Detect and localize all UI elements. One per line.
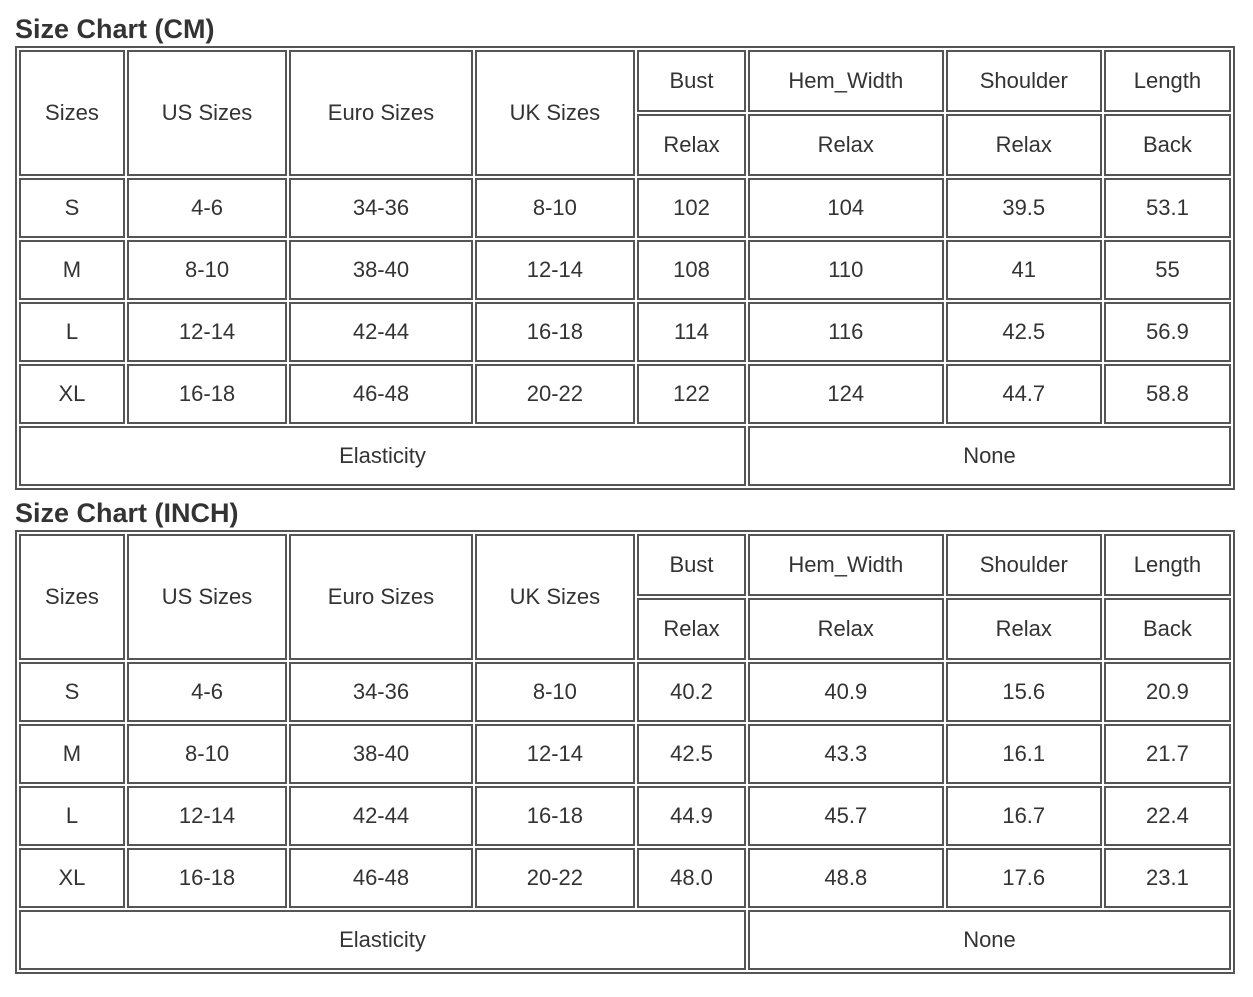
cell-length: 22.4 [1104, 786, 1231, 846]
cell-bust: 102 [637, 178, 746, 238]
table-row [19, 364, 1231, 424]
header-shoulder: Shoulder [946, 50, 1102, 112]
cell-shoulder: 44.7 [946, 364, 1102, 424]
cell-bust: 48.0 [637, 848, 746, 908]
cell-euro-size: 34-36 [289, 662, 473, 722]
cell-length: 21.7 [1104, 724, 1231, 784]
header-length: Length [1104, 534, 1231, 596]
cell-euro-size: 46-48 [289, 848, 473, 908]
cell-uk-size: 16-18 [475, 786, 635, 846]
cell-uk-size: 20-22 [475, 848, 635, 908]
cell-size: XL [19, 364, 125, 424]
table-row [19, 786, 1231, 846]
header-length: Length [1104, 50, 1231, 112]
cell-euro-size: 42-44 [289, 302, 473, 362]
cell-hem-width: 124 [748, 364, 944, 424]
size-chart-cm-title: Size Chart (CM) [15, 14, 215, 44]
subheader-shoulder: Relax [946, 114, 1102, 176]
cell-hem-width: 48.8 [748, 848, 944, 908]
header-uk-sizes: UK Sizes [475, 534, 635, 660]
subheader-length: Back [1104, 598, 1231, 660]
cell-bust: 108 [637, 240, 746, 300]
subheader-hem-width: Relax [748, 598, 944, 660]
header-euro-sizes: Euro Sizes [289, 534, 473, 660]
cell-size: M [19, 240, 125, 300]
table-row [19, 302, 1231, 362]
table-row [19, 178, 1231, 238]
cell-us-size: 16-18 [127, 364, 287, 424]
cell-uk-size: 20-22 [475, 364, 635, 424]
cell-bust: 42.5 [637, 724, 746, 784]
table-row [19, 848, 1231, 908]
cell-bust: 114 [637, 302, 746, 362]
cell-us-size: 8-10 [127, 240, 287, 300]
cell-bust: 122 [637, 364, 746, 424]
cell-us-size: 16-18 [127, 848, 287, 908]
cell-length: 20.9 [1104, 662, 1231, 722]
cell-uk-size: 8-10 [475, 662, 635, 722]
header-row [19, 50, 1231, 112]
subheader-length: Back [1104, 114, 1231, 176]
cell-bust: 44.9 [637, 786, 746, 846]
table-row [19, 240, 1231, 300]
header-uk-sizes: UK Sizes [475, 50, 635, 176]
cell-us-size: 12-14 [127, 786, 287, 846]
cell-length: 58.8 [1104, 364, 1231, 424]
cell-size: S [19, 662, 125, 722]
header-bust: Bust [637, 534, 746, 596]
cell-us-size: 4-6 [127, 662, 287, 722]
size-chart-inch-table [15, 530, 1235, 974]
cell-hem-width: 43.3 [748, 724, 944, 784]
cell-us-size: 8-10 [127, 724, 287, 784]
cell-length: 55 [1104, 240, 1231, 300]
cell-shoulder: 42.5 [946, 302, 1102, 362]
cell-hem-width: 104 [748, 178, 944, 238]
cell-shoulder: 39.5 [946, 178, 1102, 238]
cell-size: XL [19, 848, 125, 908]
cell-us-size: 12-14 [127, 302, 287, 362]
cell-us-size: 4-6 [127, 178, 287, 238]
cell-hem-width: 116 [748, 302, 944, 362]
cell-shoulder: 17.6 [946, 848, 1102, 908]
header-us-sizes: US Sizes [127, 534, 287, 660]
cell-uk-size: 8-10 [475, 178, 635, 238]
cell-euro-size: 38-40 [289, 724, 473, 784]
cell-euro-size: 46-48 [289, 364, 473, 424]
size-chart-inch-title: Size Chart (INCH) [15, 498, 239, 528]
size-chart-cm-table [15, 46, 1235, 490]
header-euro-sizes: Euro Sizes [289, 50, 473, 176]
cell-uk-size: 12-14 [475, 724, 635, 784]
subheader-hem-width: Relax [748, 114, 944, 176]
cell-length: 53.1 [1104, 178, 1231, 238]
cell-shoulder: 16.7 [946, 786, 1102, 846]
cell-bust: 40.2 [637, 662, 746, 722]
elasticity-row [19, 910, 1231, 970]
cell-size: L [19, 302, 125, 362]
cell-uk-size: 12-14 [475, 240, 635, 300]
table-row [19, 662, 1231, 722]
cell-hem-width: 40.9 [748, 662, 944, 722]
header-us-sizes: US Sizes [127, 50, 287, 176]
cell-shoulder: 41 [946, 240, 1102, 300]
header-bust: Bust [637, 50, 746, 112]
elasticity-row [19, 426, 1231, 486]
cell-euro-size: 42-44 [289, 786, 473, 846]
cell-size: M [19, 724, 125, 784]
elasticity-label: Elasticity [19, 426, 746, 486]
header-sizes: Sizes [19, 534, 125, 660]
table-row [19, 724, 1231, 784]
cell-euro-size: 34-36 [289, 178, 473, 238]
cell-shoulder: 15.6 [946, 662, 1102, 722]
cell-shoulder: 16.1 [946, 724, 1102, 784]
cell-length: 23.1 [1104, 848, 1231, 908]
cell-uk-size: 16-18 [475, 302, 635, 362]
header-sizes: Sizes [19, 50, 125, 176]
header-hem-width: Hem_Width [748, 534, 944, 596]
subheader-shoulder: Relax [946, 598, 1102, 660]
cell-size: S [19, 178, 125, 238]
elasticity-label: Elasticity [19, 910, 746, 970]
cell-hem-width: 110 [748, 240, 944, 300]
header-hem-width: Hem_Width [748, 50, 944, 112]
cell-hem-width: 45.7 [748, 786, 944, 846]
header-shoulder: Shoulder [946, 534, 1102, 596]
subheader-bust: Relax [637, 114, 746, 176]
elasticity-value: None [748, 426, 1231, 486]
elasticity-value: None [748, 910, 1231, 970]
header-row [19, 534, 1231, 596]
cell-length: 56.9 [1104, 302, 1231, 362]
cell-size: L [19, 786, 125, 846]
subheader-bust: Relax [637, 598, 746, 660]
cell-euro-size: 38-40 [289, 240, 473, 300]
